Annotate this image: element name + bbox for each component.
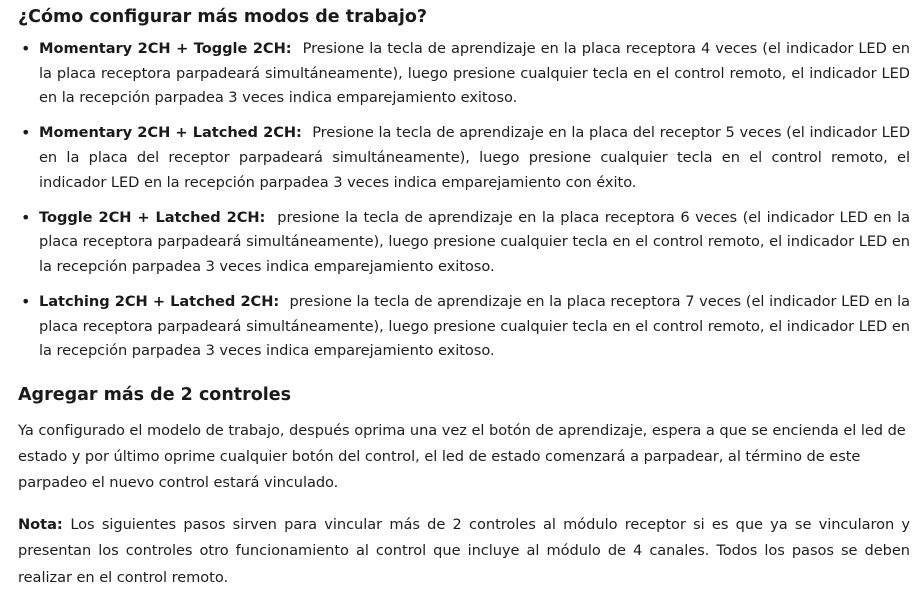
bullet-icon: • <box>21 207 31 227</box>
bullet-icon: • <box>21 123 31 143</box>
mode-description: presione la tecla de aprendizaje en la placa receptora 6 veces (el indicador LED en la placa receptora parpadeará simultáneamente), luego presione cualquier tecla en el control remoto, el indicador LED en la recepción parpadea 3 veces indica emparejamiento exitoso. <box>39 208 910 275</box>
modes-heading: ¿Cómo configurar más modos de trabajo? <box>18 7 428 27</box>
controls-heading: Agregar más de 2 controles <box>18 384 292 405</box>
bullet-icon: • <box>21 292 31 312</box>
mode-title: Momentary 2CH + Latched 2CH: <box>39 124 302 142</box>
modes-list <box>18 37 910 364</box>
list-item <box>18 121 910 195</box>
mode-title: Latching 2CH + Latched 2CH: <box>39 293 280 311</box>
mode-description: Presione la tecla de aprendizaje en la placa del receptor 5 veces (el indicador LED en la placa del receptor parpadeará simultáneamente), luego presione cualquier tecla en el control remoto, el indicador LED en la recepción parpadea 3 veces indica emparejamiento con éxito. <box>39 124 911 191</box>
controls-paragraph: Ya configurado el modelo de trabajo, después oprima una vez el botón de aprendizaje, espera a que se encienda el led de estado y por último oprime cualquier botón del control, el led de estado comenzará a parpadear, al término de este parpadeo el nuevo control estará vinculado. <box>18 421 906 491</box>
note-text: Los siguientes pasos sirven para vincular más de 2 controles al módulo receptor si es que ya se vincularon y presentan los controles otro funcionamiento al control que incluye al módulo de 4 canales. Todos los pasos se deben realizar en el control remoto. <box>18 515 911 586</box>
note-label: Nota: <box>18 515 63 533</box>
list-item <box>18 206 910 280</box>
note-paragraph <box>18 512 910 592</box>
list-item <box>18 37 910 111</box>
mode-description: Presione la tecla de aprendizaje en la placa receptora 4 veces (el indicador LED en la placa receptora parpadeará simultáneamente), luego presione cualquier tecla en el control remoto, el indicador LED en la recepción parpadea 3 veces indica emparejamiento exitoso. <box>39 40 910 107</box>
mode-description: presione la tecla de aprendizaje en la placa receptora 7 veces (el indicador LED en la placa receptora parpadeará simultáneamente), luego presione cualquier tecla en el control remoto, el indicador LED en la recepción parpadea 3 veces indica emparejamiento exitoso. <box>39 293 910 360</box>
mode-title: Momentary 2CH + Toggle 2CH: <box>39 40 292 57</box>
bullet-icon: • <box>21 39 31 58</box>
list-item <box>18 290 910 364</box>
mode-title: Toggle 2CH + Latched 2CH: <box>39 208 266 226</box>
